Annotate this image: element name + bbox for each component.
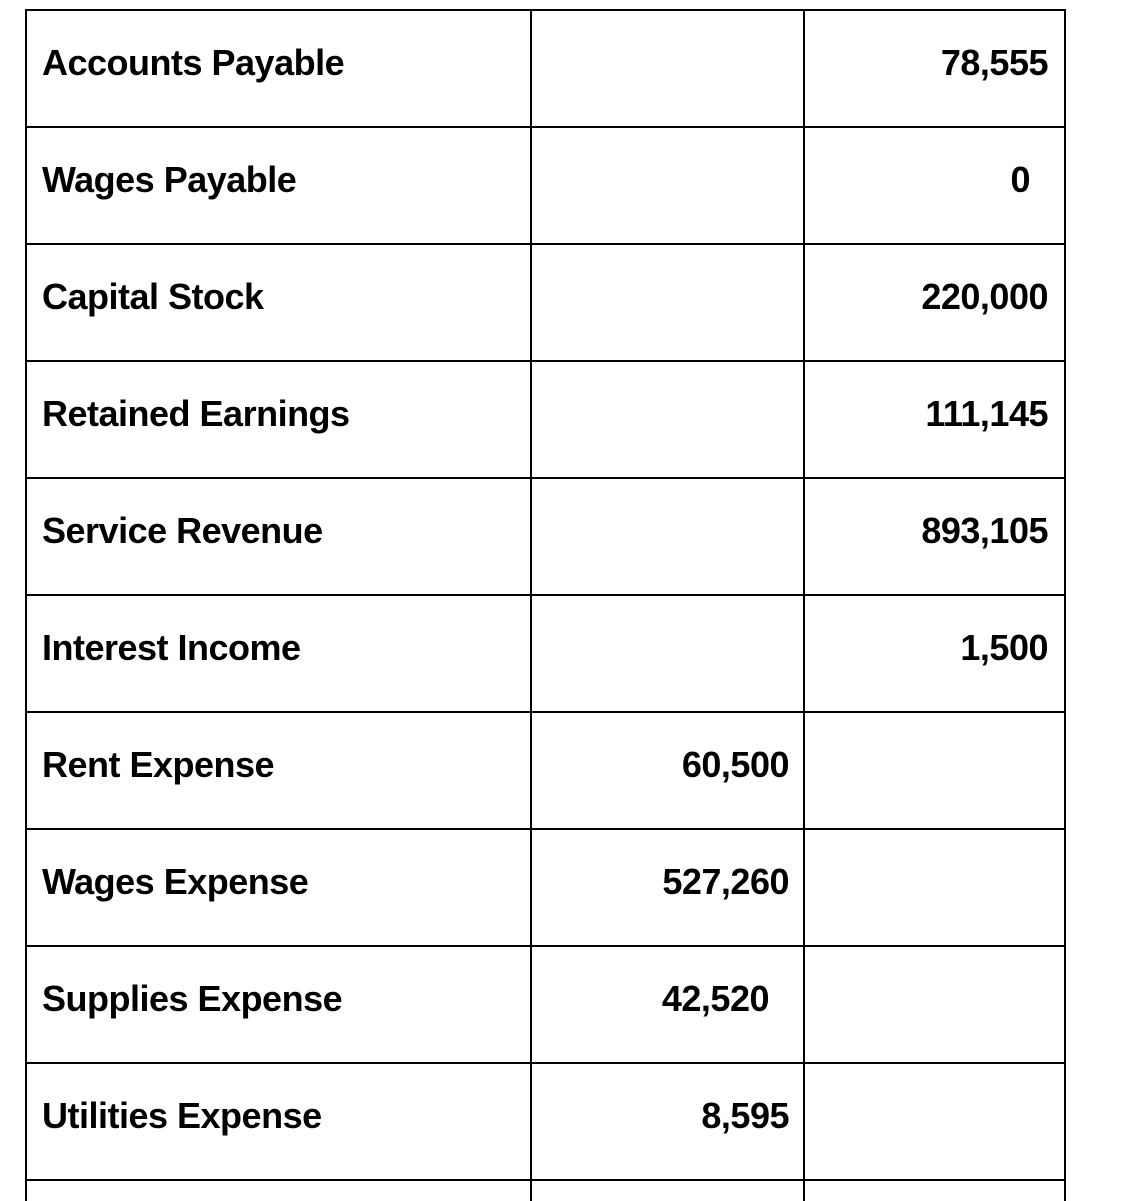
table-row <box>26 127 1065 244</box>
credit-cell: 0 <box>804 127 1065 244</box>
credit-cell: 893,105 <box>804 478 1065 595</box>
debit-cell <box>531 595 804 712</box>
trial-balance-body <box>26 10 1065 1201</box>
account-name-cell: Rent Expense <box>26 712 531 829</box>
account-name-cell: Utilities Expense <box>26 1063 531 1180</box>
account-name-cell: Capital Stock <box>26 244 531 361</box>
partial-row-cutoff <box>26 1180 1065 1201</box>
credit-cell <box>804 946 1065 1063</box>
table-row <box>26 829 1065 946</box>
debit-cell: 527,260 <box>531 829 804 946</box>
credit-cell: 78,555 <box>804 10 1065 127</box>
credit-cell: 1,500 <box>804 595 1065 712</box>
debit-cell <box>531 127 804 244</box>
debit-cell: 42,520 <box>531 946 804 1063</box>
table-row <box>26 1063 1065 1180</box>
empty-cell <box>531 1180 804 1201</box>
account-name-cell: Service Revenue <box>26 478 531 595</box>
account-name-cell: Interest Income <box>26 595 531 712</box>
credit-cell <box>804 829 1065 946</box>
debit-cell <box>531 478 804 595</box>
account-name-cell: Wages Expense <box>26 829 531 946</box>
account-name-cell: Supplies Expense <box>26 946 531 1063</box>
trial-balance-table <box>25 9 1066 1201</box>
empty-cell <box>26 1180 531 1201</box>
debit-cell <box>531 10 804 127</box>
credit-cell: 111,145 <box>804 361 1065 478</box>
credit-cell: 220,000 <box>804 244 1065 361</box>
table-row <box>26 244 1065 361</box>
debit-cell: 8,595 <box>531 1063 804 1180</box>
table-row <box>26 478 1065 595</box>
table-row <box>26 10 1065 127</box>
table-row <box>26 712 1065 829</box>
table-row <box>26 361 1065 478</box>
credit-cell <box>804 1063 1065 1180</box>
debit-cell <box>531 244 804 361</box>
account-name-cell: Accounts Payable <box>26 10 531 127</box>
account-name-cell: Retained Earnings <box>26 361 531 478</box>
credit-cell <box>804 712 1065 829</box>
table-row <box>26 595 1065 712</box>
empty-cell <box>804 1180 1065 1201</box>
debit-cell: 60,500 <box>531 712 804 829</box>
debit-cell <box>531 361 804 478</box>
table-row <box>26 946 1065 1063</box>
account-name-cell: Wages Payable <box>26 127 531 244</box>
